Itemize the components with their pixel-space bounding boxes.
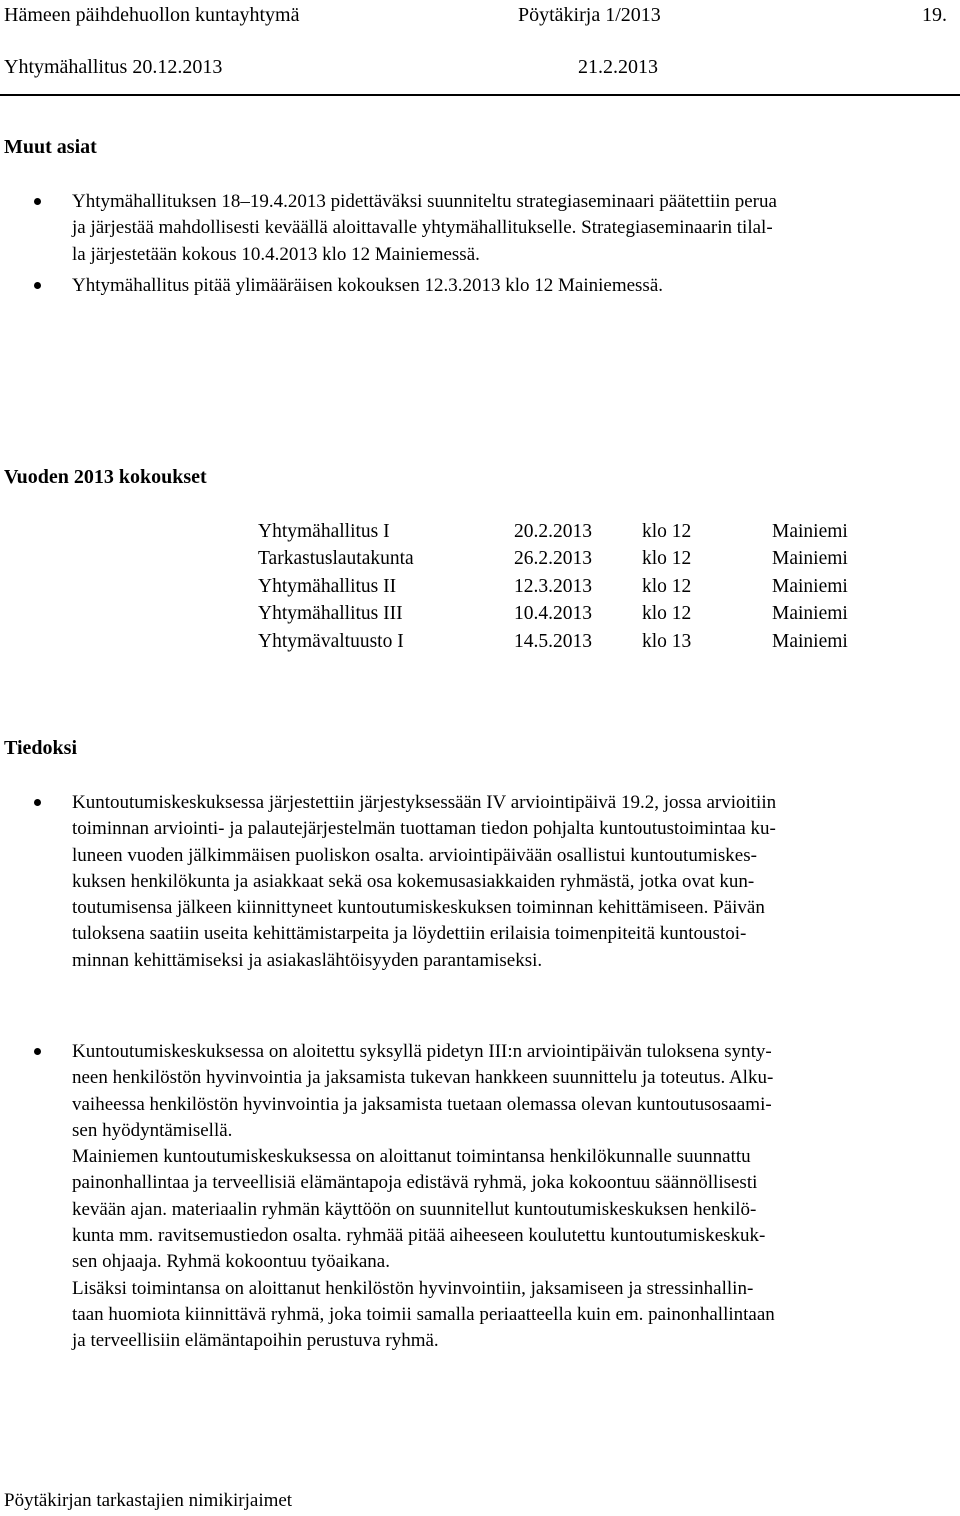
header-body-date: Yhtymähallitus 20.12.2013 [4,56,223,78]
meeting-body: Tarkastuslautakunta [258,548,414,569]
header-divider [0,94,960,96]
tiedoksi-item-1 [72,790,776,974]
meeting-time: klo 12 [642,548,692,569]
meeting-date: 12.3.2013 [514,576,592,597]
text-line: painonhallintaa ja terveellisiä elämäntapoja edistävä ryhmä, joka kokoontuu säännöllisesti [72,1172,758,1194]
meeting-date: 20.2.2013 [514,521,592,542]
text-line: Lisäksi toimintansa on aloittanut henkilöstön hyvinvointiin, jaksamiseen ja stressinhallin- [72,1277,754,1299]
text-line: vaiheessa henkilöstön hyvinvointia ja jaksamista tuetaan olemassa olevan kuntoutusosaami- [72,1093,772,1115]
text-line: taan huomiota kiinnittävä ryhmä, joka toimii samalla periaatteella kuin em. painonhallintaan [72,1303,775,1325]
meeting-body: Yhtymähallitus I [258,521,390,542]
bullet-icon [34,198,41,205]
meeting-time: klo 13 [642,631,692,652]
text-line: Kuntoutumiskeskuksessa järjestettiin järjestyksessään IV arviointipäivä 19.2, jossa arvioitiin [72,792,777,813]
meeting-date: 26.2.2013 [514,548,592,569]
text-line: luneen vuoden jälkimmäisen puoliskon osalta. arviointipäivään osallistui kuntoutumiskes- [72,844,757,866]
meeting-date: 10.4.2013 [514,603,592,624]
meeting-place: Mainiemi [772,521,848,542]
section-title-tiedoksi: Tiedoksi [4,737,77,759]
text-line: tuloksena saatiin useita kehittämistarpeita ja löydettiin erilaisia toimenpiteitä kuntoustoi- [72,923,747,945]
footer-signatures-label: Pöytäkirjan tarkastajien nimikirjaimet [4,1490,293,1511]
header-organization: Hämeen päihdehuollon kuntayhtymä [4,4,300,26]
text-line: la järjestetään kokous 10.4.2013 klo 12 Mainiemessä. [72,243,480,265]
meeting-date: 14.5.2013 [514,631,592,652]
meeting-time: klo 12 [642,603,692,624]
text-line: Kuntoutumiskeskuksessa on aloitettu syksyllä pidetyn III:n arviointipäivän tuloksena synty- [72,1041,772,1062]
text-line: kuksen henkilökunta ja asiakkaat sekä osa kokemusasiakkaiden ryhmästä, jotka ovat kun- [72,870,755,892]
bullet-icon [34,1048,41,1055]
header-page-number: 19. [922,4,947,26]
text-line: toiminnan arviointi- ja palautejärjestelmän tuottaman tiedon pohjalta kuntoutustoimintaa ku- [72,818,776,840]
tiedoksi-item-2 [72,1039,775,1355]
text-line: Yhtymähallituksen 18–19.4.2013 pidettäväksi suunniteltu strategiaseminaari päätettiin perua [72,191,777,212]
muut-asiat-item-2 [72,273,663,299]
meeting-body: Yhtymävaltuusto I [258,631,404,652]
text-line: neen henkilöstön hyvinvointia ja jaksamista tukevan hankkeen suunnittelu ja toteutus. Alku- [72,1067,774,1089]
text-line: sen hyödyntämisellä. [72,1119,233,1141]
meeting-body: Yhtymähallitus III [258,603,403,624]
section-title-muut-asiat: Muut asiat [4,136,97,158]
text-line: sen ohjaaja. Ryhmä kokoontuu työaikana. [72,1251,390,1273]
text-line: ja terveellisiin elämäntapoihin perustuva ryhmä. [72,1330,439,1352]
text-line: Yhtymähallitus pitää ylimääräisen kokouksen 12.3.2013 klo 12 Mainiemessä. [72,275,664,296]
meeting-place: Mainiemi [772,548,848,569]
muut-asiat-item-1 [72,189,777,268]
text-line: Mainiemen kuntoutumiskeskuksessa on aloittanut toimintansa henkilökunnalle suunnattu [72,1146,751,1168]
meeting-place: Mainiemi [772,631,848,652]
header-doc-type: Pöytäkirja 1/2013 [518,4,661,26]
meeting-time: klo 12 [642,576,692,597]
text-line: kevään ajan. materiaalin ryhmän käyttöön on suunnitellut kuntoutumiskeskuksen henkilö- [72,1198,757,1220]
meeting-body: Yhtymähallitus II [258,576,397,597]
meeting-time: klo 12 [642,521,692,542]
meeting-place: Mainiemi [772,603,848,624]
bullet-icon [34,282,41,289]
text-line: minnan kehittämiseksi ja asiakaslähtöisyyden parantamiseksi. [72,949,543,971]
section-title-meetings: Vuoden 2013 kokoukset [4,466,207,488]
bullet-icon [34,799,41,806]
text-line: kunta mm. ravitsemustiedon osalta. ryhmää pitää aiheeseen koulutettu kuntoutumiskeskuk- [72,1225,766,1247]
meeting-place: Mainiemi [772,576,848,597]
header-approval-date: 21.2.2013 [578,56,658,78]
text-line: ja järjestää mahdollisesti keväällä aloittavalle yhtymähallitukselle. Strategiaseminaarin tilal- [72,217,773,239]
text-line: toutumisensa jälkeen kiinnittyneet kuntoutumiskeskuksen toiminnan kehittämiseen. Päivän [72,897,765,919]
